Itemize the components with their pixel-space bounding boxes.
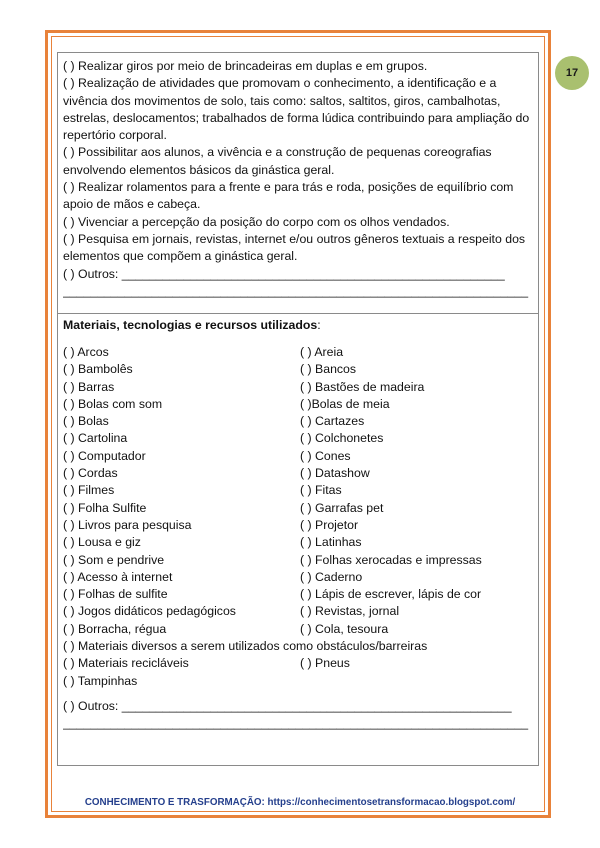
- material-left: ( ) Bolas com som: [63, 396, 163, 411]
- list-item: [63, 344, 535, 361]
- material-right: ( ) Fitas: [300, 483, 342, 498]
- material-right: ( ) Latinhas: [300, 535, 362, 550]
- material-right: ( ) Areia: [300, 345, 344, 359]
- material-right: ( ) Colchonetes: [300, 431, 384, 446]
- list-item: [63, 621, 535, 638]
- list-item: [63, 413, 535, 430]
- list-item: [63, 379, 535, 396]
- section-divider: [57, 313, 539, 314]
- activity-others: ( ) Outros: ________________________________________________________: [63, 266, 505, 281]
- page-number: 17: [565, 67, 579, 79]
- footer-credit: CONHECIMENTO E TRASFORMAÇÃO: https://conhecimentosetransformacao.blogspot.com/: [84, 797, 516, 808]
- material-left: ( ) Computador: [63, 448, 146, 463]
- material-right: ( ) Cartazes: [300, 414, 365, 429]
- material-right: ( ) Cola, tesoura: [300, 621, 389, 636]
- material-left: ( ) Borracha, régua: [63, 621, 167, 636]
- list-item: [63, 673, 535, 690]
- materials-list: [63, 344, 535, 690]
- material-right: ( ) Bastões de madeira: [300, 379, 425, 394]
- list-item: [63, 586, 535, 603]
- material-right: ( ) Caderno: [300, 569, 363, 584]
- list-item: [63, 603, 535, 620]
- materials-heading: [63, 318, 321, 332]
- list-item: [63, 482, 535, 499]
- materials-blank-line: ____________________________________________________________________: [63, 716, 529, 731]
- list-item: [63, 517, 535, 534]
- activity-item: ( ) Pesquisa em jornais, revistas, internet e/ou outros gêneros textuais a respeito dos elementos que compõem a ginástica geral.: [63, 231, 526, 264]
- material-left: ( ) Cartolina: [63, 431, 128, 446]
- list-item: [63, 448, 535, 465]
- materials-others: [63, 698, 535, 733]
- activity-item: ( ) Vivenciar a percepção da posição do corpo com os olhos vendados.: [63, 214, 450, 229]
- material-left: ( ) Bambolês: [63, 362, 133, 377]
- material-right: ( ) Pneus: [300, 656, 350, 671]
- material-right: ( ) Revistas, jornal: [300, 604, 400, 619]
- list-item: [63, 465, 535, 482]
- activity-blank-line: ____________________________________________________________________: [63, 283, 529, 298]
- materials-others-line: ( ) Outros: _________________________________________________________: [63, 699, 512, 713]
- material-right: ( ) Bancos: [300, 362, 357, 377]
- material-right: ( ) Projetor: [300, 517, 359, 532]
- material-left: ( ) Filmes: [63, 483, 115, 498]
- list-item: [63, 552, 535, 569]
- material-left: ( ) Jogos didáticos pedagógicos: [63, 604, 236, 619]
- material-right: ( ) Datashow: [300, 466, 370, 481]
- material-left: ( ) Folhas de sulfite: [63, 587, 168, 602]
- list-item: [63, 500, 535, 517]
- list-item: [63, 534, 535, 551]
- activities-section: [63, 58, 535, 300]
- material-left: ( ) Folha Sulfite: [63, 500, 147, 515]
- material-right: ( )Bolas de meia: [300, 396, 390, 411]
- page-number-badge: [555, 56, 589, 90]
- list-item: [63, 569, 535, 586]
- materials-title: Materiais, tecnologias e recursos utilizados: [63, 318, 318, 332]
- material-left: ( ) Materiais recicláveis: [63, 656, 189, 671]
- list-item: [63, 638, 535, 655]
- material-right: ( ) Garrafas pet: [300, 500, 384, 515]
- material-left: ( ) Acesso à internet: [63, 569, 173, 584]
- activity-item: ( ) Possibilitar aos alunos, a vivência e a construção de pequenas coreografias envolvendo elementos básicos da ginástica geral.: [63, 145, 492, 177]
- material-left: ( ) Materiais diversos a serem utilizados como obstáculos/barreiras: [63, 639, 428, 654]
- material-left: ( ) Cordas: [63, 466, 118, 481]
- activity-item: ( ) Realizar rolamentos para a frente e para trás e roda, posições de equilíbrio com apoio de mãos e cabeça.: [63, 180, 514, 212]
- material-right: ( ) Folhas xerocadas e impressas: [300, 552, 482, 567]
- material-left: ( ) Barras: [63, 379, 115, 394]
- material-left: ( ) Tampinhas: [63, 673, 138, 688]
- list-item: [63, 655, 535, 672]
- material-left: ( ) Arcos: [63, 345, 109, 359]
- activity-item: ( ) Realizar giros por meio de brincadeiras em duplas e em grupos.: [63, 59, 428, 73]
- material-left: ( ) Som e pendrive: [63, 552, 165, 567]
- material-left: ( ) Lousa e giz: [63, 535, 141, 550]
- list-item: [63, 396, 535, 413]
- material-left: ( ) Bolas: [63, 414, 109, 429]
- material-right: ( ) Lápis de escrever, lápis de cor: [300, 587, 482, 602]
- list-item: [63, 361, 535, 378]
- material-right: ( ) Cones: [300, 448, 351, 463]
- list-item: [63, 430, 535, 447]
- materials-title-colon: :: [317, 318, 321, 332]
- material-left: ( ) Livros para pesquisa: [63, 517, 192, 532]
- activity-item: ( ) Realização de atividades que promovam o conhecimento, a identificação e a vivência dos movimentos de solo, tais como: saltos, saltitos, giros, cambalhotas, estrelas, deslocamentos; trabalhados de forma lúdica contribuindo para ampliação do repertório corporal.: [63, 76, 530, 143]
